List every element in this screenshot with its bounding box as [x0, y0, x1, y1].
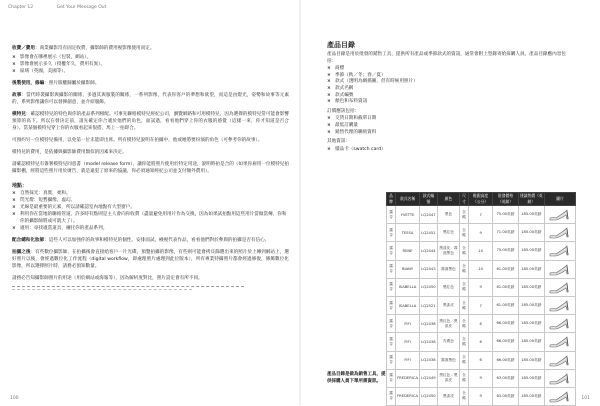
table-row	[387, 333, 576, 351]
table-cell: 66.00英鎊	[493, 315, 518, 333]
table-cell: LQ2447	[420, 206, 438, 224]
table-cell: LQ2521	[420, 296, 438, 314]
table-cell: 露芬	[387, 333, 396, 351]
post-heading: 拍攝之後	[12, 250, 31, 255]
table-row	[387, 369, 576, 387]
table-cell: 9	[469, 387, 493, 405]
costs-paragraph	[12, 45, 289, 52]
table-cell: 露芬	[387, 369, 396, 387]
table-row	[387, 206, 576, 224]
page-gutter	[299, 0, 301, 405]
table-cell: 7	[469, 206, 493, 224]
model-text: ：確認模特兒的特色與你的產品系列相配。可事先聯絡模特兒經紀公司，瀏覽網路和可用模特兒，因為選擇的模特兒常可能會影響預算的高下。所以在發決定前，請先確定你合適於他們的角色，面試過，看看他們穿上你的衣服的感覺（這樣一來，你才知道是否合身）。當某個模特兒穿上你的衣服看起來很搭，馬上一拍即合。	[12, 112, 289, 131]
table-row	[387, 296, 576, 314]
story-text: ：當代時裝攝影與攝影的關係，多過其與服裝的關係，一系列影像，代表你客戶的夢想和欲望，而這是由燈光，姿勢和故事等元素的，系列影像讓你可以發揮創意，並介紹服飾。	[12, 93, 289, 105]
table-cell: 7	[469, 296, 493, 314]
pairing-paragraph	[12, 237, 289, 244]
divider	[12, 286, 244, 287]
table-cell: LQ2438	[420, 351, 438, 369]
table-cell: FREDERICA	[396, 387, 420, 405]
release-paragraph: 請確認模特兒有簽署模特兒同意書（model release form），讓你能將照片使用於特定用途，說明時拍是合的（如果你雇用一位模特兒拍攝影棚，經將這些照片用於廣告，就是違犯了原來的協議，你必須通知經紀公司並支付額外費用）。	[12, 162, 289, 174]
costs-intro: ：商業攝影沒有固定收費，攝影師的費用視影像使用而定。	[34, 46, 155, 51]
story-heading: 故事	[12, 93, 22, 98]
shoe-image-cell	[545, 333, 576, 351]
table-cell: FIFI	[396, 315, 420, 333]
table-cell: LQ2443	[420, 260, 438, 278]
table-cell: 杏膚色	[437, 333, 459, 351]
list-item: × 銷售代理的聯絡資料	[327, 130, 567, 137]
post-text: ：有些數位攝影師，在拍攝後會直接給客戶一片光碟，預覽拍攝的影像，有些則可能會拷貝篩選出來的照片於上傳到網站上，選好照片以後，會經過數位化工作流程（digital workflow，即處理照片處理到此位版本），所有專業特攝照片都會經過修復，修飾數位化影像，所以選擇照片時，請務必預知數量。	[12, 250, 289, 269]
shoe-icon	[548, 208, 572, 221]
table-cell: LQ2438	[420, 315, 438, 333]
list-item: × 款式名稱	[327, 86, 567, 93]
table-cell: TESSA	[396, 224, 420, 242]
shoe-icon	[548, 317, 572, 330]
list-item: × 季節（秋／冬；春／夏）	[327, 73, 567, 80]
table-cell: 露芬	[387, 296, 396, 314]
table-cell: 露芬	[387, 260, 396, 278]
table-cell: YVETTE	[396, 206, 420, 224]
table-cell: 全碼	[459, 315, 468, 333]
table-cell: LQ2450	[420, 278, 438, 296]
shoe-icon	[548, 226, 572, 239]
table-cell: 185.00英鎊	[518, 260, 544, 278]
right-page-body	[327, 40, 567, 153]
running-header	[8, 5, 128, 10]
table-cell: 185.00英鎊	[518, 351, 544, 369]
shoe-icon	[548, 281, 572, 294]
location-heading: 地點	[12, 183, 23, 189]
costs-heading: 收費／費用	[12, 46, 35, 51]
table-cell: 61.00英鎊	[493, 260, 518, 278]
page-number-right: 101	[581, 396, 590, 401]
table-cell: 66.00英鎊	[493, 351, 518, 369]
table-cell: 185.00英鎊	[518, 206, 544, 224]
table-cell: 全碼	[459, 387, 468, 405]
table-cell: 全碼	[459, 369, 468, 387]
list-item: × 商標	[327, 66, 567, 73]
table-cell: 露芬	[387, 278, 396, 296]
table-cell: ISABELLA	[396, 278, 420, 296]
table-cell: 黑漆皮／霧面黑色	[437, 242, 459, 260]
table-cell: 全碼	[459, 206, 468, 224]
model-cost-paragraph: 模特兒的費用，是依據與攝影師費用類似的因素來決定。	[12, 150, 127, 155]
shoe-icon	[548, 244, 572, 257]
column-header: 鞋跟高度（公分）	[469, 193, 493, 206]
retouch-heading: 後製使用，修編	[12, 81, 45, 86]
list-item: × 區域（英國，美國等）。	[12, 68, 289, 75]
table-cell: RENE	[396, 242, 420, 260]
table-cell: LQ2450	[420, 387, 438, 405]
shoe-image-cell	[545, 224, 576, 242]
shoe-image-cell	[545, 369, 576, 387]
table-cell: 185.00英鎊	[518, 278, 544, 296]
table-cell: 185.00英鎊	[518, 224, 544, 242]
shoe-icon	[548, 335, 572, 348]
list-item: × 顏色和布料資訊	[327, 99, 567, 106]
shoe-icon	[548, 372, 572, 385]
table-cell: 185.00英鎊	[518, 333, 544, 351]
table-cell: 露芬	[387, 315, 396, 333]
retouch-text: ：照片版權歸屬於攝影師。	[44, 81, 100, 86]
list-item: × 自然採光：真實，柔和。	[12, 190, 289, 197]
table-cell: 185.00英鎊	[518, 315, 544, 333]
shoe-image-cell	[545, 351, 576, 369]
shoe-image-cell	[545, 278, 576, 296]
list-item: × 閃光燈：短暫攝像，虛幻。	[12, 197, 289, 204]
model-paragraph	[12, 111, 289, 132]
table-cell: 9	[469, 224, 493, 242]
table-cell: 全碼	[459, 296, 468, 314]
location-intro: ：	[22, 183, 28, 189]
table-row	[387, 387, 576, 405]
table-cell: 9	[469, 369, 493, 387]
table-cell: 71.00英鎊	[493, 224, 518, 242]
table-cell: 185.00英鎊	[518, 387, 544, 405]
table-cell: 露芬	[387, 351, 396, 369]
table-cell: LQ2449	[420, 369, 438, 387]
final-paragraph: 請務必告知攝影師照片的用途（用於網站或海報等），因為解析度對比，照片設定會有所不同。	[12, 276, 203, 281]
catalog-intro: 產品目錄是用於批發的銷售工具，提供所有產品或季節款式的資訊，通常會附上型錄寄給採購人員。產品目錄應內容包括：	[327, 52, 566, 64]
table-cell: LQ2451	[420, 224, 438, 242]
shoe-image-cell	[545, 242, 576, 260]
table-cell: FIFI	[396, 351, 420, 369]
table-cell: 66.00英鎊	[493, 333, 518, 351]
pairing-heading: 配合總和化妝師	[12, 238, 45, 243]
divider	[12, 289, 192, 290]
column-header: 批發價格（英鎊）	[493, 193, 518, 206]
costs-list	[12, 54, 289, 75]
list-item: × 適用：尋找適當道具，襯托你的產品系列。	[12, 225, 289, 232]
table-cell: 霧面黑色	[437, 351, 459, 369]
list-item: × 光線是最重要的元素，所以請確認室內地點有大型窗戶。	[12, 204, 289, 211]
table-cell: 黑紅色	[437, 278, 459, 296]
table-cell: 185.00英鎊	[518, 242, 544, 260]
column-header: 圖片	[545, 193, 576, 206]
table-cell: 全碼	[459, 242, 468, 260]
table-cell: 黑色	[437, 206, 459, 224]
list-item: × 交貨日期和截單日期	[327, 116, 567, 123]
table-cell: 185.00英鎊	[518, 296, 544, 314]
price-list	[327, 116, 567, 136]
table-cell: 霧面黑色	[437, 260, 459, 278]
table-cell: 75.00英鎊	[493, 206, 518, 224]
list-item: × 影像會展示多久（授權年久，費用有異）。	[12, 61, 289, 68]
table-cell: BIANY	[396, 260, 420, 278]
table-cell: 10	[469, 242, 493, 260]
table-cell: LQ2438	[420, 333, 438, 351]
chapter-label: Chapter 12	[8, 5, 34, 10]
table-cell: 185.00英鎊	[518, 369, 544, 387]
price-heading: 訂價應該包括：	[327, 108, 360, 114]
list-item: × 影像會在哪裡展示（包裝，網站）。	[12, 54, 289, 61]
other-heading: 其他資訊：	[327, 139, 350, 145]
table-row	[387, 351, 576, 369]
table-header-row	[387, 193, 576, 206]
table-row	[387, 224, 576, 242]
column-header: 款式編號	[420, 193, 438, 206]
shoe-icon	[548, 263, 572, 276]
page-number-left: 100	[10, 396, 19, 401]
retouch-paragraph	[12, 80, 289, 87]
table-row	[387, 278, 576, 296]
table-cell: 全碼	[459, 224, 468, 242]
table-cell: 9	[469, 278, 493, 296]
table-cell: 露芬	[387, 206, 396, 224]
list-item: × 款式（透明為網描圖，但有時候用照片）	[327, 79, 567, 86]
shoe-image-cell	[545, 296, 576, 314]
column-header: 建議售價（英鎊）	[519, 193, 543, 204]
catalog-contents-list	[327, 66, 567, 106]
table-cell: FREDERICA	[396, 369, 420, 387]
location-paragraph	[12, 182, 289, 190]
table-cell: 黑漆皮	[437, 387, 459, 405]
table-cell: 63.00英鎊	[493, 369, 518, 387]
product-table	[386, 192, 576, 406]
table-cell: 75.00英鎊	[493, 242, 518, 260]
shoe-icon	[548, 354, 572, 367]
shoe-icon	[548, 299, 572, 312]
table-cell: 全碼	[459, 278, 468, 296]
post-paragraph	[12, 249, 289, 270]
catalog-caption: 產品目錄是做為銷售工具，提供採購人員下單所需資訊。	[327, 372, 386, 384]
shoe-image-cell	[545, 260, 576, 278]
left-page-body	[12, 45, 289, 290]
shoe-image-cell	[545, 206, 576, 224]
table-cell: FIFI	[396, 333, 420, 351]
contacts-paragraph: 可預約另一位模特兒備用，以免第一位未能即出席。所有模特兒說明在拍攝中，他或她將要扮演的角色（可參考你的故事）。	[12, 138, 263, 143]
table-row	[387, 242, 576, 260]
table-cell: 6	[469, 351, 493, 369]
table-cell: 全碼	[459, 351, 468, 369]
column-header: 尺寸	[459, 193, 468, 206]
list-item: × 樣品卡（swatch card）	[327, 147, 567, 154]
table-cell: 10	[469, 260, 493, 278]
list-item: × 最低訂購量	[327, 123, 567, 130]
table-cell: 黑紅色／黑漆皮	[437, 369, 459, 387]
chapter-title: Get Your Message Out	[56, 5, 107, 10]
table-cell: 6	[469, 315, 493, 333]
table-cell: 露芬	[387, 224, 396, 242]
table-cell: ISABELLA	[396, 296, 420, 314]
table-row	[387, 315, 576, 333]
pairing-text: ：這些人可以加強你的故事和模特兒的個性。安排面試，檢視代表作品，看看他們對於參與的拍攝是否有信心。	[44, 238, 270, 243]
shoe-image-cell	[545, 315, 576, 333]
column-header: 款式名稱	[396, 193, 420, 206]
table-cell: 全碼	[459, 333, 468, 351]
table-cell: 61.00英鎊	[493, 278, 518, 296]
table-cell: LQ2444	[420, 242, 438, 260]
table-cell: 63.00英鎊	[493, 387, 518, 405]
story-paragraph	[12, 92, 289, 106]
table-row	[387, 260, 576, 278]
shoe-image-cell	[545, 387, 576, 405]
table-cell: 黑漆皮	[437, 296, 459, 314]
column-header: 顏色	[437, 193, 459, 206]
table-cell: 全碼	[459, 260, 468, 278]
column-header: 品牌	[387, 193, 396, 206]
model-heading: 模特兒	[12, 112, 26, 117]
catalog-title: 產品目錄	[327, 41, 355, 49]
list-item: × 利用你在當地的聯絡管道，許多時有點則是主人會向你收費（盡量避免用用片作為交換，因為如果試拍點用這些用片當做當傳，你和你的攝影師將成可就大了）。	[12, 211, 289, 225]
table-cell: 黑紅色	[437, 224, 459, 242]
table-cell: 黑紅色／黑漆皮	[437, 315, 459, 333]
list-item: × 款式編號	[327, 93, 567, 100]
shoe-icon	[548, 390, 572, 403]
other-list	[327, 147, 567, 154]
table-cell: 6	[469, 333, 493, 351]
location-list	[12, 190, 289, 232]
table-cell: 露芬	[387, 387, 396, 405]
table-cell: 露芬	[387, 242, 396, 260]
table-cell: 61.00英鎊	[493, 296, 518, 314]
